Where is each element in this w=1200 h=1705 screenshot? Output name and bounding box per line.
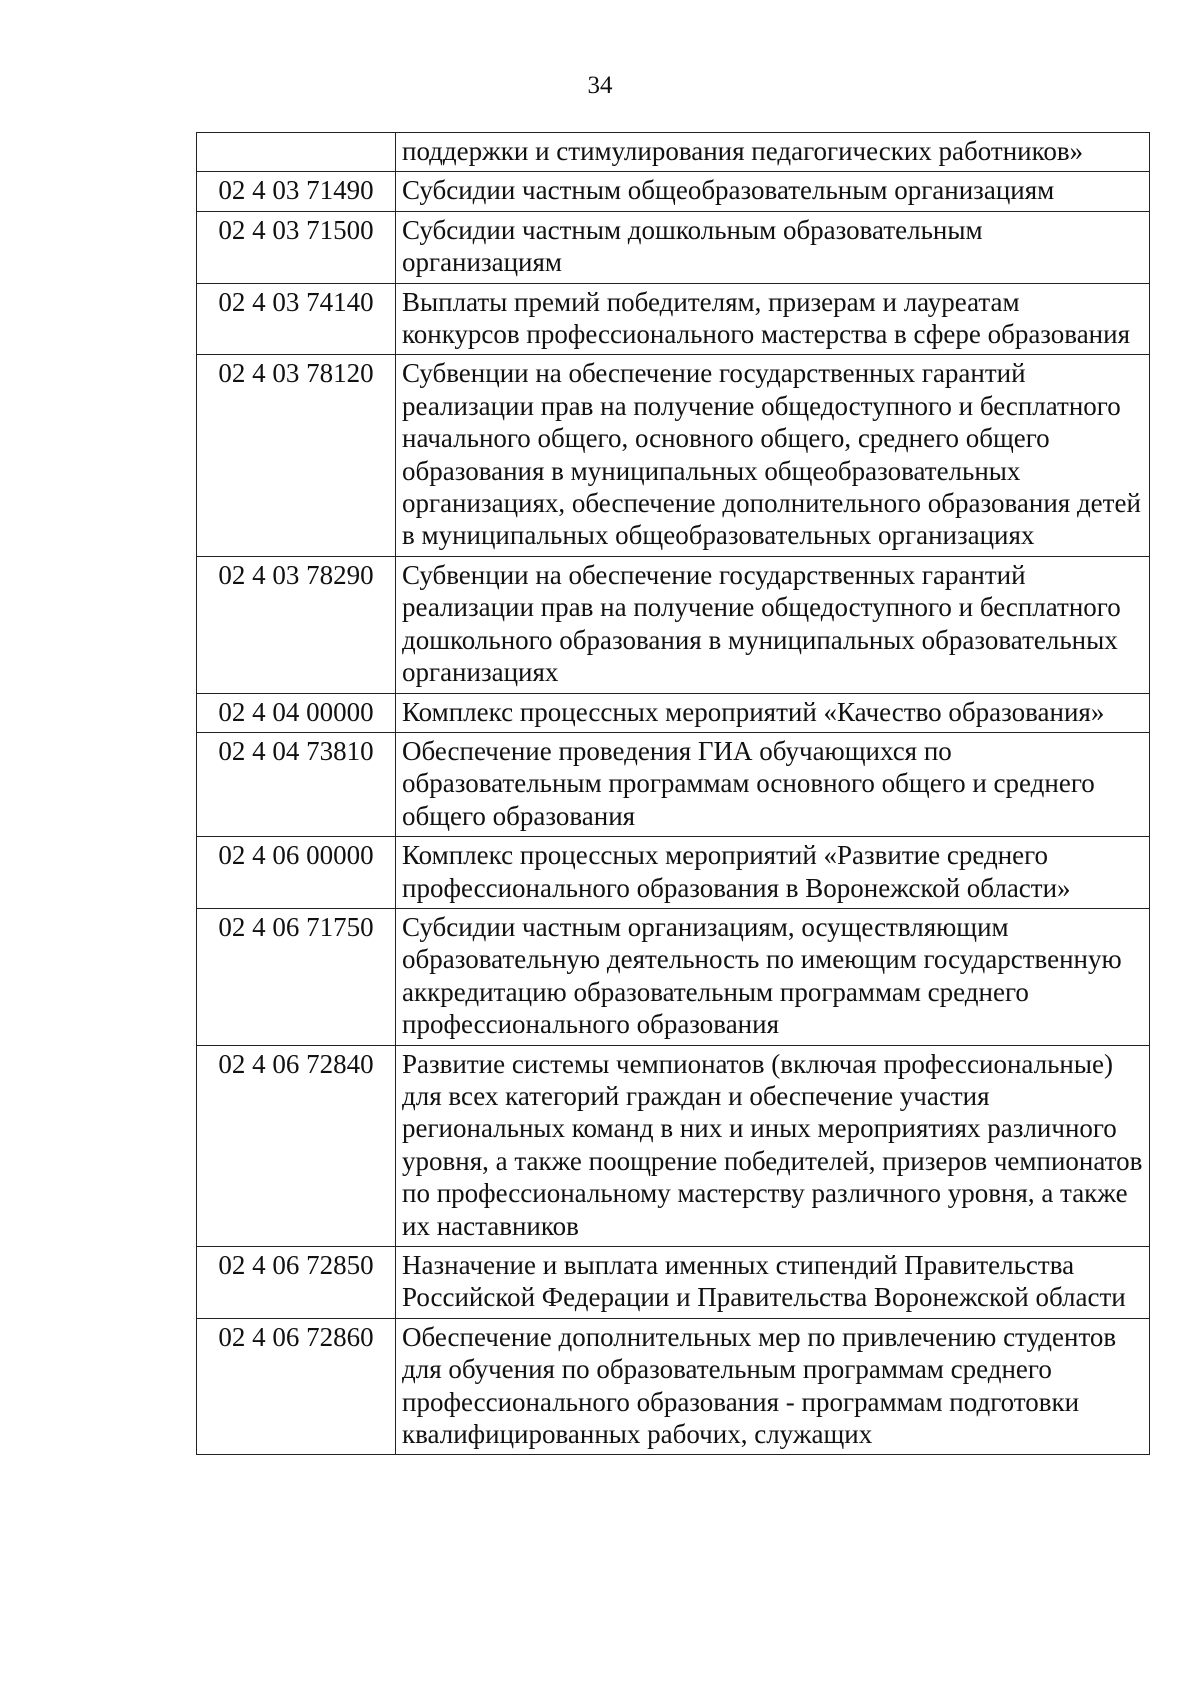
row-description-cell: Субвенции на обеспечение государственных гарантий реализации прав на получение общедоступного и бесплатного дошкольного образования в муниципальных образовательных организациях — [396, 556, 1150, 693]
row-code-cell: 02 4 04 73810 — [197, 732, 396, 836]
row-description-cell: Субсидии частным дошкольным образовательным организациям — [396, 211, 1150, 283]
table-row — [197, 1247, 1150, 1319]
row-description-cell: поддержки и стимулирования педагогических работников» — [396, 133, 1150, 172]
budget-code-table — [196, 132, 1150, 1455]
row-code-cell: 02 4 06 72840 — [197, 1045, 396, 1246]
row-code-cell: 02 4 06 71750 — [197, 908, 396, 1045]
table-row — [197, 172, 1150, 211]
table-row — [197, 732, 1150, 836]
table-row — [197, 355, 1150, 556]
row-description-cell: Назначение и выплата именных стипендий Правительства Российской Федерации и Правительства Воронежской области — [396, 1247, 1150, 1319]
table-row — [197, 908, 1150, 1045]
row-description-cell: Субсидии частным организациям, осуществляющим образовательную деятельность по имеющим государственную аккредитацию образовательным программам среднего профессионального образования — [396, 908, 1150, 1045]
row-code-cell: 02 4 06 72860 — [197, 1318, 396, 1455]
table-row — [197, 1318, 1150, 1455]
row-description-cell: Обеспечение проведения ГИА обучающихся по образовательным программам основного общего и среднего общего образования — [396, 732, 1150, 836]
row-description-cell: Субсидии частным общеобразовательным организациям — [396, 172, 1150, 211]
row-code-cell: 02 4 03 71500 — [197, 211, 396, 283]
row-description-cell: Выплаты премий победителям, призерам и лауреатам конкурсов профессионального мастерства в сфере образования — [396, 283, 1150, 355]
row-description-cell: Развитие системы чемпионатов (включая профессиональные) для всех категорий граждан и обеспечение участия региональных команд в них и иных мероприятиях различного уровня, а также поощрение победителей, призеров чемпионатов по профессиональному мастерству различного уровня, а также их наставников — [396, 1045, 1150, 1246]
row-description-cell: Комплекс процессных мероприятий «Качество образования» — [396, 693, 1150, 732]
table-row — [197, 1045, 1150, 1246]
row-description-cell: Комплекс процессных мероприятий «Развитие среднего профессионального образования в Воронежской области» — [396, 837, 1150, 909]
row-code-cell: 02 4 03 74140 — [197, 283, 396, 355]
page-number: 34 — [587, 72, 613, 99]
table-row — [197, 837, 1150, 909]
row-code-cell: 02 4 03 78120 — [197, 355, 396, 556]
row-code-cell: 02 4 03 71490 — [197, 172, 396, 211]
row-code-cell: 02 4 04 00000 — [197, 693, 396, 732]
table-body — [197, 133, 1150, 1455]
row-description-cell: Обеспечение дополнительных мер по привлечению студентов для обучения по образовательным программам среднего профессионального образования - программам подготовки квалифицированных рабочих, служащих — [396, 1318, 1150, 1455]
row-code-cell: 02 4 06 00000 — [197, 837, 396, 909]
row-code-cell: 02 4 06 72850 — [197, 1247, 396, 1319]
table-row — [197, 693, 1150, 732]
table-row — [197, 133, 1150, 172]
table-row — [197, 283, 1150, 355]
row-code-cell: 02 4 03 78290 — [197, 556, 396, 693]
row-description-cell: Субвенции на обеспечение государственных гарантий реализации прав на получение общедоступного и бесплатного начального общего, основного общего, среднего общего образования в муниципальных общеобразовательных организациях, обеспечение дополнительного образования детей в муниципальных общеобразовательных организациях — [396, 355, 1150, 556]
row-code-cell — [197, 133, 396, 172]
table-row — [197, 556, 1150, 693]
table-row — [197, 211, 1150, 283]
